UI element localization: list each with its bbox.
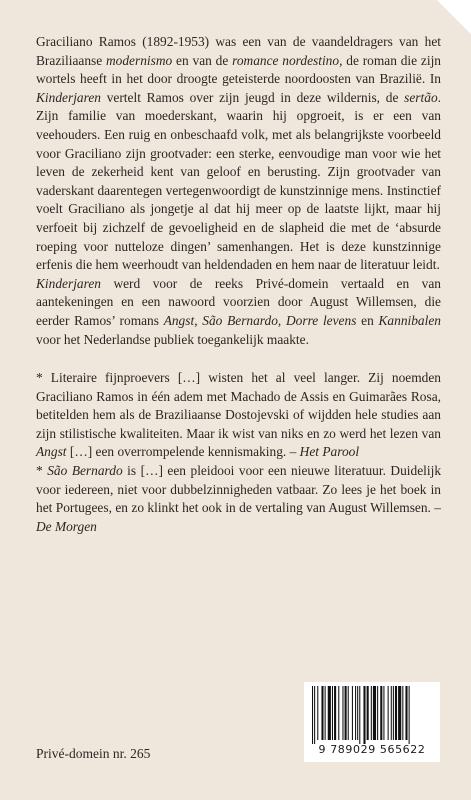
barcode-bar — [345, 686, 347, 740]
barcode-bar — [321, 686, 323, 740]
text: Graciliano Ramos (1892-1953) was een van de vaandeldragers van het Braziliaanse — [36, 34, 441, 68]
barcode-bar — [338, 686, 339, 740]
book-title: São Bernardo — [47, 463, 123, 479]
series-label: Privé-domein nr. 265 — [36, 746, 151, 761]
barcode-bar — [332, 686, 333, 740]
barcode-bar — [317, 686, 318, 740]
barcode-bar — [352, 686, 353, 740]
book-title: Kinderjaren — [36, 89, 101, 105]
text: , — [194, 312, 203, 328]
text: vertelt Ramos over zijn jeugd in deze wildernis, de — [100, 89, 405, 105]
text: , de roman die zijn wortels heeft in het door droogte geteisterde noordoosten van Brazilië. In — [36, 52, 441, 87]
barcode-bar — [409, 686, 410, 744]
blurb-paragraph — [36, 33, 441, 275]
barcode-bar — [398, 686, 401, 740]
text: voor het Nederlandse publiek toegankelijk maakte. — [36, 331, 309, 347]
italic-term: modernismo — [106, 52, 173, 68]
corner-fold — [437, 0, 471, 34]
text: en van de — [172, 52, 233, 68]
barcode-bar — [314, 686, 315, 744]
text: * Literaire fijnproevers […] wisten het al veel langer. Zij noemden Graciliano Ramos in één adem met Machado de Assis en Guimarães Rosa, betitelden hem als de Braziliaanse Dostojevski of wijdden hele studies aan zijn stilistische kwaliteiten. Maar ik wist van niks en zo werd het lezen van — [36, 370, 441, 441]
text: werd voor de reeks Privé-domein vertaald en van aantekeningen en een nawoord voorzien door August Willemsen, die eerder Ramos’ romans — [36, 275, 441, 328]
text: en — [356, 312, 379, 328]
translator-paragraph — [36, 275, 441, 349]
text: is […] een pleidooi voor een nieuwe literatuur. Duidelijk voor iedereen, niet voor dubbelzinnigheden vatbaar. Zo lees je het boek in het Portugees, en zo klinkt het ook in de vertaling van August Willemsen. – — [36, 463, 442, 516]
review-quotes — [36, 369, 441, 536]
isbn-barcode — [304, 682, 440, 762]
barcode-bar — [383, 686, 384, 740]
text: * — [36, 463, 48, 479]
barcode-bar — [380, 686, 382, 740]
barcode-bar — [395, 686, 397, 740]
barcode-bar — [405, 686, 407, 740]
book-title: São Bernardo — [202, 312, 278, 328]
barcode-bar — [334, 686, 336, 740]
barcode-bar — [359, 686, 360, 744]
barcode-bar — [371, 686, 372, 740]
italic-term: sertão — [404, 89, 438, 105]
barcode-bar — [373, 686, 376, 740]
book-title: Kinderjaren — [36, 275, 101, 291]
text: , — [277, 312, 286, 328]
review-source: Het Parool — [299, 444, 360, 460]
barcode-bar — [388, 686, 389, 740]
barcode-bar — [377, 686, 378, 740]
review-quote-parool — [36, 369, 441, 462]
review-quote-morgen — [36, 462, 441, 536]
review-source: De Morgen — [36, 518, 97, 534]
barcode-bar — [342, 686, 343, 740]
barcode-bar — [355, 686, 356, 740]
barcode-bar — [391, 686, 392, 740]
barcode-bar — [328, 686, 331, 740]
text: . Zijn familie van moederskant, waarin hij opgroeit, is er een van veehouders. Een ruig en onbeschaafd volk, met als belangrijkste voorbeeld voor Graciliano zijn grootvader: een sterke, eenvoudige man voor wie het leven de zekerheid kent van geloof en berusting. Zijn grootvader van vaderskant daarentegen vertegenwoordigt de kunstzinnige mens. Instinctief voelt Graciliano als jongetje al dat hij meer op de laatste lijkt, maar hij verfoeit bij zichzelf de gevoeligheid en de slapheid die met de ‘absurde roeping voor nutteloze dingen’ samenhangen. Het is deze kunstzinnige erfenis die hem weerhoudt van heldendaden en hem naar de literatuur leidt. — [36, 89, 441, 273]
barcode-bar — [312, 686, 313, 744]
barcode-bars — [310, 686, 434, 744]
text: […] een overrompelende kennismaking. – — [66, 444, 300, 460]
book-title: Dorre levens — [286, 312, 357, 328]
book-title: Angst — [36, 444, 67, 460]
barcode-bar — [367, 686, 369, 740]
italic-term: romance nordestino — [232, 52, 340, 68]
book-title: Angst — [163, 312, 195, 328]
barcode-bar — [393, 686, 394, 740]
barcode-bar — [357, 686, 358, 740]
book-title: Kannibalen — [378, 312, 441, 328]
barcode-bar — [363, 686, 365, 744]
barcode-bar — [348, 686, 349, 740]
barcode-bar — [402, 686, 403, 740]
isbn-number: 9 789029 565622 — [318, 743, 426, 756]
barcode-bar — [325, 686, 326, 740]
back-cover-text — [36, 33, 441, 536]
